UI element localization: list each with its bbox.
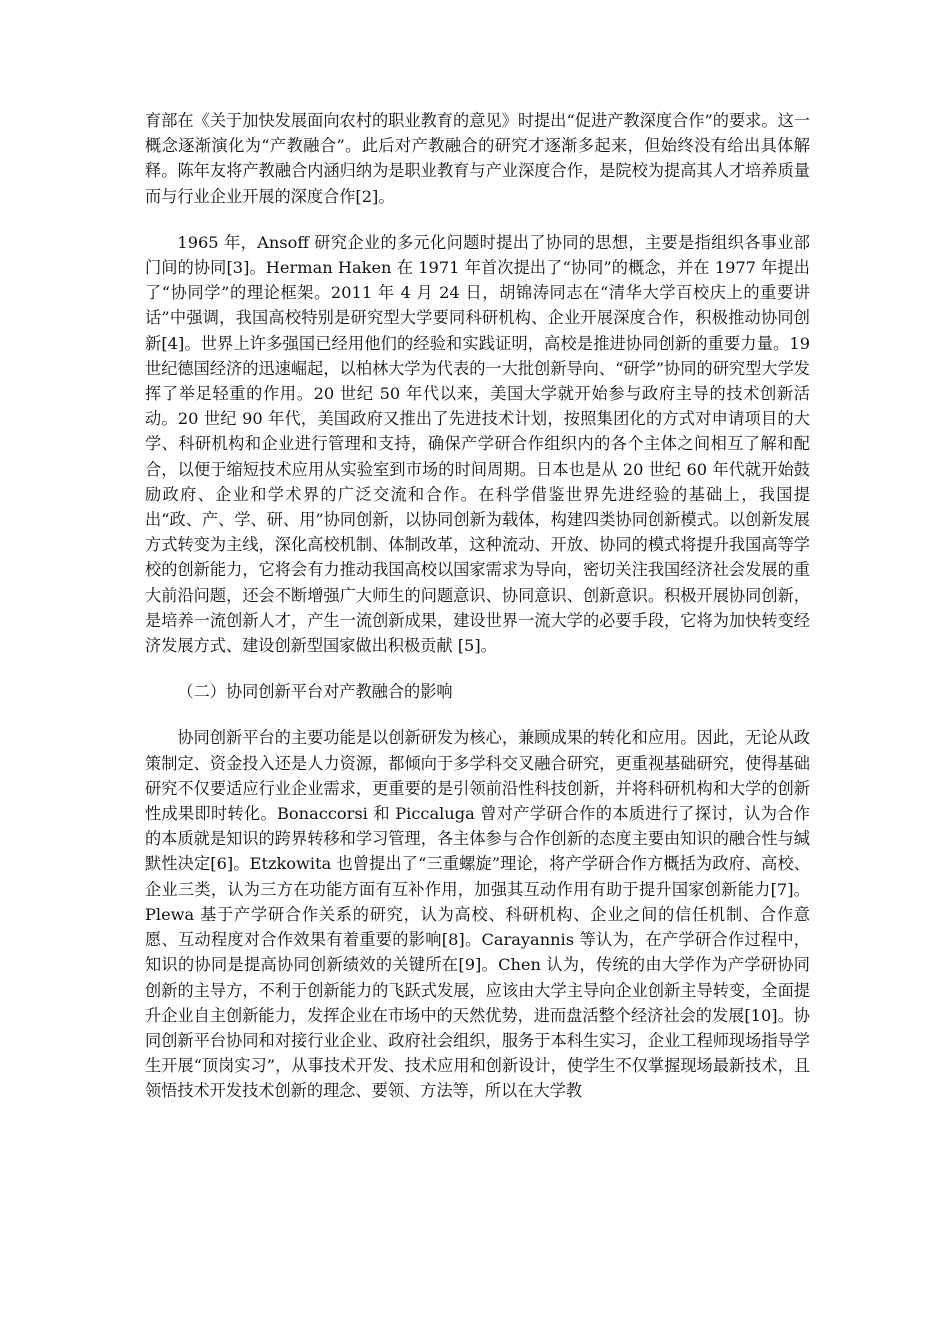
- paragraph-2: 1965 年，Ansoff 研究企业的多元化问题时提出了协同的思想，主要是指组织各事业部门间的协同[3]。Herman Haken 在 1971 年首次提出了“协同”的概念，并在 1977 年提出了“协同学”的理论框架。2011 年 4 月 24 日，胡锦涛同志在“清华大学百校庆上的重要讲话”中强调，我国高校特别是研究型大学要同科研机构、企业开展深度合作，积极推动协同创新[4]。世界上许多强国已经用他们的经验和实践证明，高校是推进协同创新的重要力量。19 世纪德国经济的迅速崛起，以柏林大学为代表的一大批创新导向、“研学”协同的研究型大学发挥了举足轻重的作用。20 世纪 50 年代以来，美国大学就开始参与政府主导的技术创新活动。20 世纪 90 年代，美国政府又推出了先进技术计划，按照集团化的方式对申请项目的大学、科研机构和企业进行管理和支持，确保产学研合作组织内的各个主体之间相互了解和配合，以便于缩短技术应用从实验室到市场的时间周期。日本也是从 20 世纪 60 年代就开始鼓励政府、企业和学术界的广泛交流和合作。在科学借鉴世界先进经验的基础上，我国提出“政、产、学、研、用”协同创新，以协同创新为载体，构建四类协同创新模式。以创新发展方式转变为主线，深化高校机制、体制改革，这种流动、开放、协同的模式将提升我国高等学校的创新能力，它将会有力推动我国高校以国家需求为导向，密切关注我国经济社会发展的重大前沿问题，还会不断增强广大师生的问题意识、协同意识、创新意识。积极开展协同创新，是培养一流创新人才，产生一流创新成果，建设世界一流大学的必要手段，它将为加快转变经济发展方式、建设创新型国家做出积极贡献 [5]。: [145, 232, 810, 656]
- paragraph-gap: [145, 209, 810, 230]
- paragraph-gap: [145, 704, 810, 725]
- paragraph-1: 育部在《关于加快发展面向农村的职业教育的意见》时提出“促进产教深度合作”的要求。这一概念逐渐演化为“产教融合”。此后对产教融合的研究才逐渐多起来，但始终没有给出具体解释。陈年友将产教融合内涵归纳为是职业教育与产业深度合作，是院校为提高其人才培养质量而与行业企业开展的深度合作[2]。: [145, 111, 810, 206]
- section-heading: （二）协同创新平台对产教融合的影响: [177, 682, 453, 702]
- document-page: [145, 108, 810, 1104]
- paragraph-3: 协同创新平台的主要功能是以创新研发为核心，兼顾成果的转化和应用。因此，无论从政策制定、资金投入还是人力资源，都倾向于多学科交叉融合研究，更重视基础研究，使得基础研究不仅要适应行业企业需求，更重要的是引领前沿性科技创新，并将科研机构和大学的创新性成果即时转化。Bonaccorsi 和 Piccaluga 曾对产学研合作的本质进行了探讨，认为合作的本质就是知识的跨界转移和学习管理，各主体参与合作创新的态度主要由知识的融合性与缄默性决定[6]。Etzkowita 也曾提出了“三重螺旋”理论，将产学研合作方概括为政府、高校、企业三类，认为三方在功能方面有互补作用，加强其互动作用有助于提升国家创新能力[7]。Plewa 基于产学研合作关系的研究，认为高校、科研机构、企业之间的信任机制、合作意愿、互动程度对合作效果有着重要的影响[8]。Carayannis 等认为，在产学研合作过程中，知识的协同是提高协同创新绩效的关键所在[9]。Chen 认为，传统的由大学作为产学研协同创新的主导方，不利于创新能力的飞跃式发展，应该由大学主导向企业创新主导转变，全面提升企业自主创新能力，发挥企业在市场中的天然优势，进而盘活整个经济社会的发展[10]。协同创新平台协同和对接行业企业、政府社会组织，服务于本科生实习，企业工程师现场指导学生开展“顶岗实习”，从事技术开发、技术应用和创新设计，使学生不仅掌握现场最新技术，且领悟技术开发技术创新的理念、要领、方法等，所以在大学教: [145, 728, 810, 1101]
- paragraph-gap: [145, 658, 810, 679]
